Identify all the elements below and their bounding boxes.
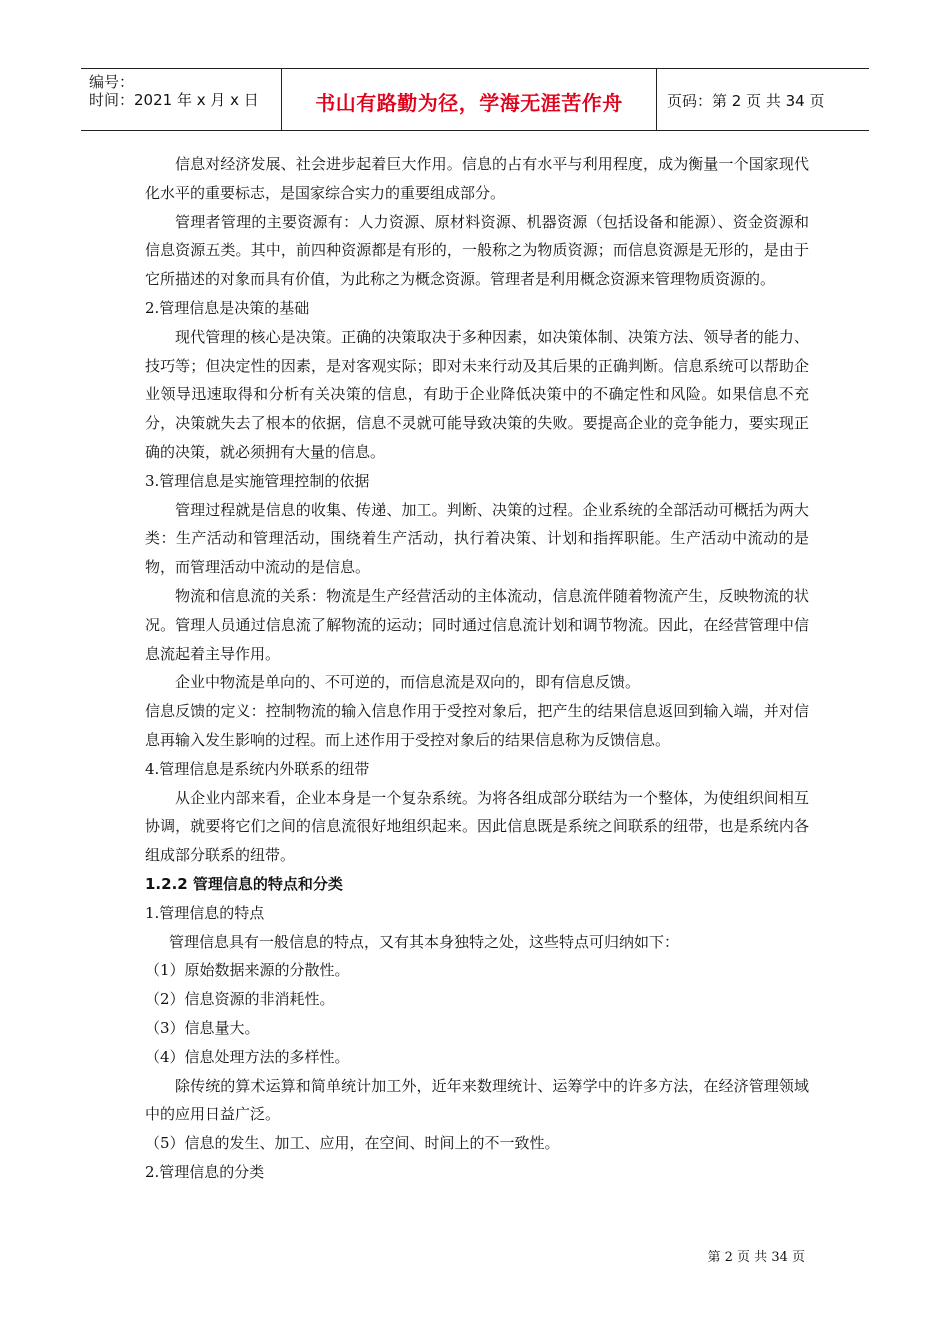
body-paragraph: 信息对经济发展、社会进步起着巨大作用。信息的占有水平与利用程度，成为衡量一个国家现代化水平的重要标志，是国家综合实力的重要组成部分。 <box>145 155 809 202</box>
body-paragraph: 企业中物流是单向的、不可逆的，而信息流是双向的，即有信息反馈。 <box>175 673 641 692</box>
header-page-code: 页码：第 2 页 共 34 页 <box>667 92 825 110</box>
document-number-label: 编号： <box>89 73 135 91</box>
list-item: （3）信息量大。 <box>145 1018 260 1037</box>
subsection-heading: 4.管理信息是系统内外联系的纽带 <box>145 759 370 778</box>
list-item: （2）信息资源的非消耗性。 <box>145 990 335 1009</box>
subsection-heading: 2.管理信息的分类 <box>145 1162 265 1181</box>
body-paragraph: 现代管理的核心是决策。正确的决策取决于多种因素，如决策体制、决策方法、领导者的能力、技巧等；但决定性的因素，是对客观实际；即对未来行动及其后果的正确判断。信息系统可以帮助企业领导迅速取得和分析有关决策的信息，有助于企业降低决策中的不确定性和风险。如果信息不充分，决策就失去了根本的依据，信息不灵就可能导致决策的失败。要提高企业的竞争能力，要实现正确的决策，就必须拥有大量的信息。 <box>145 327 809 461</box>
list-item: （5）信息的发生、加工、应用，在空间、时间上的不一致性。 <box>145 1134 560 1153</box>
subsection-heading: 2.管理信息是决策的基础 <box>145 298 310 317</box>
subsection-heading: 1.管理信息的特点 <box>145 903 265 922</box>
body-paragraph: 物流和信息流的关系：物流是生产经营活动的主体流动，信息流伴随着物流产生，反映物流的状况。管理人员通过信息流了解物流的运动；同时通过信息流计划和调节物流。因此，在经营管理中信息流起着主导作用。 <box>145 586 809 663</box>
body-paragraph: 信息反馈的定义：控制物流的输入信息作用于受控对象后，把产生的结果信息返回到输入端，并对信息再输入发生影响的过程。而上述作用于受控对象后的结果信息称为反馈信息。 <box>145 702 809 749</box>
body-paragraph: 从企业内部来看，企业本身是一个复杂系统。为将各组成部分联结为一个整体，为使组织间相互协调，就要将它们之间的信息流很好地组织起来。因此信息既是系统之间联系的纽带，也是系统内各组成部分联系的纽带。 <box>145 788 809 865</box>
list-item: （4）信息处理方法的多样性。 <box>145 1047 350 1066</box>
header-motto-cell <box>282 69 657 130</box>
body-paragraph: 管理者管理的主要资源有：人力资源、原材料资源、机器资源（包括设备和能源）、资金资源和信息资源五类。其中，前四种资源都是有形的，一般称之为物质资源；而信息资源是无形的，是由于它所描述的对象而具有价值，为此称之为概念资源。管理者是利用概念资源来管理物质资源的。 <box>145 212 809 289</box>
header-meta-cell <box>81 69 282 130</box>
page-header <box>81 68 869 131</box>
body-paragraph: 管理信息具有一般信息的特点，又有其本身独特之处，这些特点可归纳如下： <box>169 932 680 951</box>
body-paragraph: 除传统的算术运算和简单统计加工外，近年来数理统计、运筹学中的许多方法，在经济管理领域中的应用日益广泛。 <box>145 1076 809 1124</box>
page-footer: 第 2 页 共 34 页 <box>707 1250 805 1265</box>
body-paragraph: 管理过程就是信息的收集、传递、加工。判断、决策的过程。企业系统的全部活动可概括为两大类：生产活动和管理活动，围绕着生产活动，执行着决策、计划和指挥职能。生产活动中流动的是物，而管理活动中流动的是信息。 <box>145 500 809 577</box>
header-page-cell <box>657 69 869 130</box>
document-body <box>145 150 809 1187</box>
list-item: （1）原始数据来源的分散性。 <box>145 961 350 980</box>
document-date: 时间：2021 年 x 月 x 日 <box>89 91 259 109</box>
header-motto: 书山有路勤为径，学海无涯苦作舟 <box>315 91 623 115</box>
subsection-heading: 3.管理信息是实施管理控制的依据 <box>145 471 370 490</box>
section-heading: 1.2.2 管理信息的特点和分类 <box>145 874 343 893</box>
